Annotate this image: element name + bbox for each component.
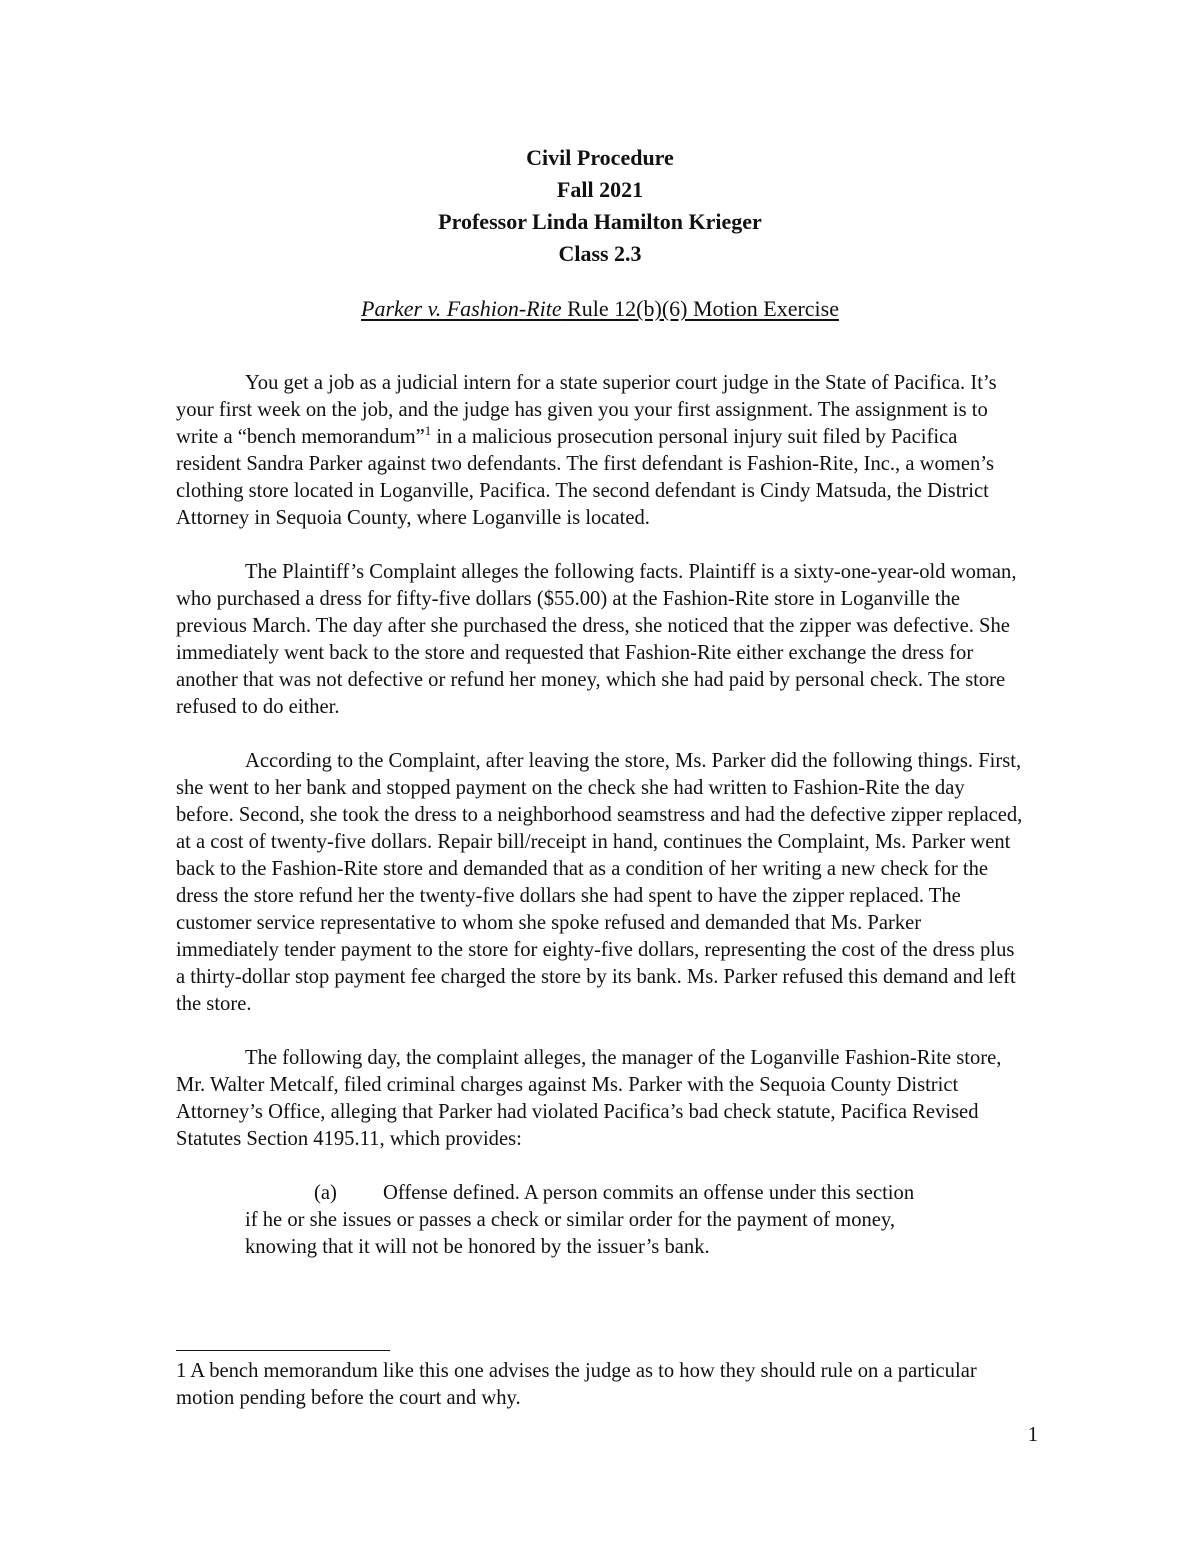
exercise-title — [0, 294, 1200, 324]
footnote-divider — [176, 1350, 390, 1351]
statute-quote — [176, 1180, 925, 1261]
paragraph-3: According to the Complaint, after leaving the store, Ms. Parker did the following things. First, she went to her bank and stopped payment on the check she had written to Fashion-Rite the day before. Second, she took the dress to a neighborhood seamstress and had the defective zipper replaced, at a cost of twenty-five dollars. Repair bill/receipt in hand, continues the Complaint, Ms. Parker went back to the Fashion-Rite store and demanded that as a condition of her writing a new check for the dress the store refund her the twenty-five dollars she had spent to have the zipper replaced. The customer service representative to whom she spoke refused and demanded that Ms. Parker immediately tender payment to the store for eighty-five dollars, representing the cost of the dress plus a thirty-dollar stop payment fee charged the store by its bank. Ms. Parker refused this demand and left the store. — [176, 750, 1023, 1015]
case-name: Parker v. Fashion-Rite — [361, 296, 562, 321]
exercise-title-rest: Rule 12(b)(6) Motion Exercise — [561, 296, 839, 321]
paragraph-1 — [176, 370, 1026, 532]
paragraph-1-start: You get a job as a judicial intern for a state superior court judge in the State of Pacifica. It’s your first week on the job, and the judge has given you your first assignment. The assignment is to write a “bench memorandum” — [176, 372, 997, 448]
term: Fall 2021 — [556, 177, 644, 202]
statute-label: (a) — [314, 1182, 337, 1204]
paragraph-1-end: in a malicious prosecution personal injury suit filed by Pacifica resident Sandra Parker against two defendants. The first defendant is Fashion-Rite, Inc., a women’s clothing store located in Loganville, Pacifica. The second defendant is Cindy Matsuda, the District Attorney in Sequoia County, where Loganville is located. — [176, 426, 995, 529]
page-number: 1 — [1027, 1424, 1038, 1446]
professor-name: Professor Linda Hamilton Krieger — [438, 209, 762, 234]
course-title: Civil Procedure — [526, 145, 674, 170]
document-body — [176, 370, 1026, 1261]
footnote-reference[interactable]: 1 — [424, 423, 432, 439]
document-header — [0, 142, 1200, 270]
exercise-title-text — [361, 296, 839, 321]
paragraph-4: The following day, the complaint alleges, the manager of the Loganville Fashion-Rite store, Mr. Walter Metcalf, filed criminal charges against Ms. Parker with the Sequoia County District Attorney’s Office, alleging that Parker had violated Pacifica’s bad check statute, Pacifica Revised Statutes Section 4195.11, which provides: — [176, 1047, 1002, 1150]
statute-text: Offense defined. A person commits an offense under this section if he or she issues or passes a check or similar order for the payment of money, knowing that it will not be honored by the issuer’s bank. — [245, 1182, 915, 1258]
paragraph-2: The Plaintiff’s Complaint alleges the following facts. Plaintiff is a sixty-one-year-old woman, who purchased a dress for fifty-five dollars ($55.00) at the Fashion-Rite store in Loganville the previous March. The day after she purchased the dress, she noticed that the zipper was defective. She immediately went back to the store and requested that Fashion-Rite either exchange the dress for another that was not defective or refund her money, which she had paid by personal check. The store refused to do either. — [176, 561, 1017, 718]
class-number: Class 2.3 — [558, 241, 642, 266]
footnote: 1 A bench memorandum like this one advises the judge as to how they should rule on a particular motion pending before the court and why. — [176, 1360, 977, 1409]
